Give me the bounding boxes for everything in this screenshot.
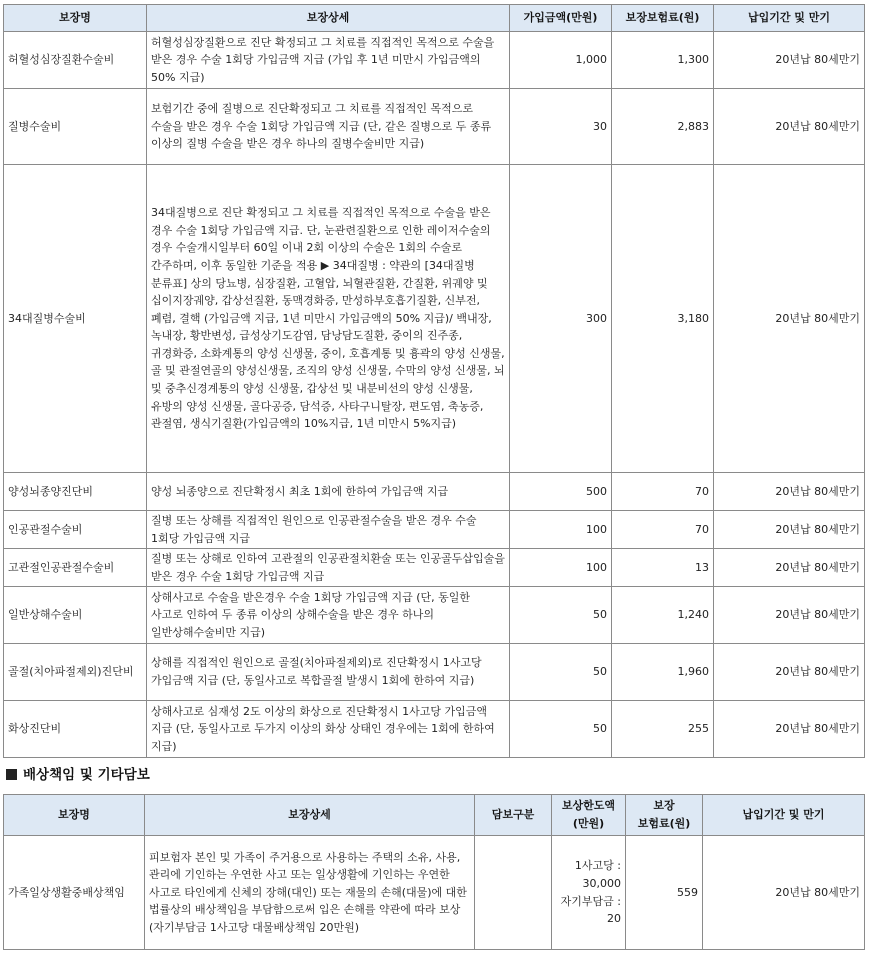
liability-table	[3, 794, 865, 950]
coverage-name: 질병수술비	[4, 89, 147, 165]
header-name: 보장명	[4, 795, 145, 836]
coverage-premium: 70	[612, 473, 714, 511]
table-row	[4, 165, 865, 473]
coverage-amount: 30	[510, 89, 612, 165]
coverage-name: 인공관절수술비	[4, 511, 147, 549]
header-premium: 보장보험료(원)	[612, 5, 714, 32]
coverage-detail: 질병 또는 상해로 인하여 고관절의 인공관절치환술 또는 인공골두삽입술을 받은 경우 수술 1회당 가입금액 지급	[147, 549, 510, 587]
coverage-amount: 300	[510, 165, 612, 473]
coverage-detail: 34대질병으로 진단 확정되고 그 치료를 직접적인 목적으로 수술을 받은 경우 수술 1회당 가입금액 지급. 단, 눈관련질환으로 인한 레이저수술의 경우 수술개시일부터 60일 이내 2회 이상의 수술은 1회의 수술로 간주하며, 이후 동일한 기준을 적용 ▶ 34대질병 : 약관의 [34대질병 분류표] 상의 당뇨병, 심장질환, 고혈압, 뇌혈관질환, 간질환, 위궤양 및 십이지장궤양, 갑상선질환, 동맥경화증, 만성하부호흡기질환, 신부전, 폐렴, 결핵 (가입금액 지급, 1년 미만시 가입금액의 50% 지급)/ 백내장, 녹내장, 황반변성, 급성상기도감염, 담낭담도질환, 중이의 진주종, 귀경화증, 소화계통의 양성 신생물, 중이, 호흡계통 및 흉곽의 양성 신생물, 골 및 관절연골의 양성신생물, 조직의 양성 신생물, 수막의 양성 신생물, 뇌 및 중추신경계통의 양성 신생물, 갑상선 및 내분비선의 양성 신생물, 유방의 양성 신생물, 골다공증, 담석증, 사타구니탈장, 편도염, 축농증, 관절염, 생식기질환(가입금액의 10%지급, 1년 미만시 5%지급)	[147, 165, 510, 473]
coverage-name: 화상진단비	[4, 701, 147, 758]
coverage-term: 20년납 80세만기	[714, 511, 865, 549]
coverage-premium: 2,883	[612, 89, 714, 165]
header-term: 납입기간 및 만기	[714, 5, 865, 32]
coverage-term: 20년납 80세만기	[714, 89, 865, 165]
coverage-premium: 1,240	[612, 587, 714, 644]
coverage-detail: 질병 또는 상해를 직접적인 원인으로 인공관절수술을 받은 경우 수술 1회당 가입금액 지급	[147, 511, 510, 549]
table-row	[4, 511, 865, 549]
limit-line: 1사고당 :	[574, 859, 621, 873]
coverage-detail: 양성 뇌종양으로 진단확정시 최초 1회에 한하여 가입금액 지급	[147, 473, 510, 511]
section-title: 배상책임 및 기타담보	[23, 767, 150, 783]
coverage-detail: 피보험자 본인 및 가족이 주거용으로 사용하는 주택의 소유, 사용, 관리에 기인하는 우연한 사고 또는 일상생활에 기인하는 우연한 사고로 타인에게 신체의 장해(대인) 또는 재물의 손해(대물)에 대한 법률상의 배상책임을 부담함으로써 입은 손해를 약관에 따라 보상 (자기부담금 1사고당 대물배상책임 20만원)	[145, 836, 475, 950]
header-category: 담보구분	[475, 795, 552, 836]
table-row	[4, 89, 865, 165]
table-row	[4, 32, 865, 89]
coverage-term: 20년납 80세만기	[714, 165, 865, 473]
coverage-amount: 100	[510, 511, 612, 549]
coverage-name: 허혈성심장질환수술비	[4, 32, 147, 89]
coverage-amount: 50	[510, 587, 612, 644]
coverage-name: 34대질병수술비	[4, 165, 147, 473]
table-row	[4, 644, 865, 701]
header-detail: 보장상세	[145, 795, 475, 836]
coverage-amount: 50	[510, 701, 612, 758]
header-name: 보장명	[4, 5, 147, 32]
header-detail: 보장상세	[147, 5, 510, 32]
coverage-detail: 상해를 직접적인 원인으로 골절(치아파절제외)로 진단확정시 1사고당 가입금액 지급 (단, 동일사고로 복합골절 발생시 1회에 한하여 지급)	[147, 644, 510, 701]
table-row	[4, 587, 865, 644]
coverage-category	[475, 836, 552, 950]
header-amount: 가입금액(만원)	[510, 5, 612, 32]
table-row	[4, 473, 865, 511]
coverage-term: 20년납 80세만기	[714, 644, 865, 701]
coverage-premium: 1,300	[612, 32, 714, 89]
coverage-premium: 13	[612, 549, 714, 587]
coverage-amount: 50	[510, 644, 612, 701]
coverage-detail: 상해사고로 수술을 받은경우 수술 1회당 가입금액 지급 (단, 동일한 사고로 인하여 두 종류 이상의 상해수술을 받은 경우 하나의 일반상해수술비만 지급)	[147, 587, 510, 644]
table-row	[4, 549, 865, 587]
coverage-amount: 500	[510, 473, 612, 511]
limit-line: 30,000	[582, 876, 621, 890]
limit-line: 자기부담금 :	[560, 894, 621, 908]
table-header-row	[4, 5, 865, 32]
coverage-term: 20년납 80세만기	[714, 473, 865, 511]
coverage-term: 20년납 80세만기	[714, 549, 865, 587]
table-row	[4, 701, 865, 758]
coverage-term: 20년납 80세만기	[714, 587, 865, 644]
coverage-term: 20년납 80세만기	[714, 32, 865, 89]
table-header-row	[4, 795, 865, 836]
coverage-amount: 1,000	[510, 32, 612, 89]
coverage-premium: 70	[612, 511, 714, 549]
coverage-term: 20년납 80세만기	[703, 836, 865, 950]
coverage-table	[3, 4, 865, 758]
coverage-name: 양성뇌종양진단비	[4, 473, 147, 511]
coverage-premium: 1,960	[612, 644, 714, 701]
coverage-term: 20년납 80세만기	[714, 701, 865, 758]
coverage-premium: 255	[612, 701, 714, 758]
coverage-name: 일반상해수술비	[4, 587, 147, 644]
coverage-premium: 3,180	[612, 165, 714, 473]
coverage-premium: 559	[626, 836, 703, 950]
coverage-name: 고관절인공관절수술비	[4, 549, 147, 587]
limit-line: 20	[607, 912, 621, 926]
table-row	[4, 836, 865, 950]
section-heading	[6, 764, 150, 786]
coverage-amount: 100	[510, 549, 612, 587]
header-limit: 보상한도액 (만원)	[552, 795, 626, 836]
coverage-detail: 상해사고로 심재성 2도 이상의 화상으로 진단확정시 1사고당 가입금액 지급 (단, 동일사고로 두가지 이상의 화상 상태인 경우에는 1회에 한하여 지급)	[147, 701, 510, 758]
coverage-limit	[552, 836, 626, 950]
coverage-detail: 보험기간 중에 질병으로 진단확정되고 그 치료를 직접적인 목적으로 수술을 받은 경우 수술 1회당 가입금액 지급 (단, 같은 질병으로 두 종류 이상의 질병 수술을 받은 경우 하나의 질병수술비만 지급)	[147, 89, 510, 165]
coverage-detail: 허혈성심장질환으로 진단 확정되고 그 치료를 직접적인 목적으로 수술을 받은 경우 수술 1회당 가입금액 지급 (가입 후 1년 미만시 가입금액의 50% 지급)	[147, 32, 510, 89]
header-premium: 보장 보험료(원)	[626, 795, 703, 836]
coverage-name: 가족일상생활중배상책임	[4, 836, 145, 950]
coverage-name: 골절(치아파절제외)진단비	[4, 644, 147, 701]
header-term: 납입기간 및 만기	[703, 795, 865, 836]
square-bullet-icon	[6, 769, 17, 780]
